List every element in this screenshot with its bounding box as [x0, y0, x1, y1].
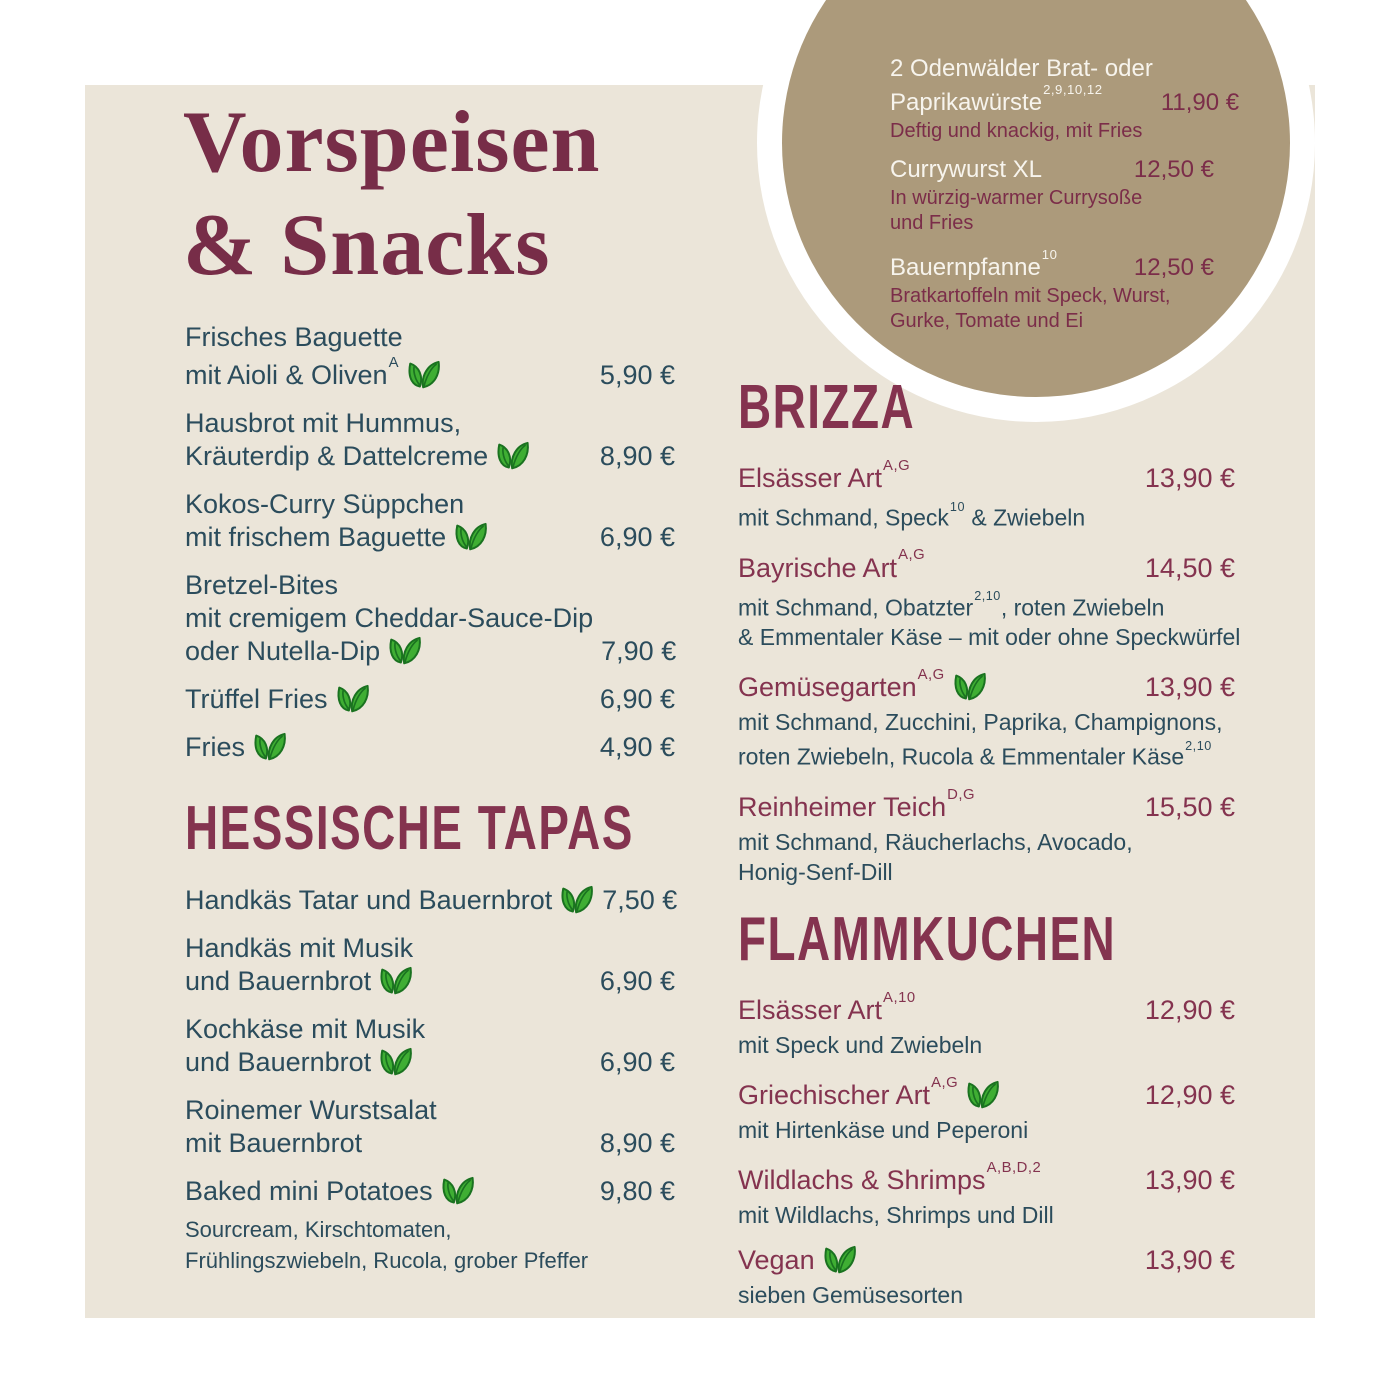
item-name: Roinemer Wurstsalat mit Bauernbrot [185, 1095, 437, 1158]
item-name: Hausbrot mit Hummus, Kräuterdip & Dattelcreme [185, 407, 592, 473]
menu-item [738, 1159, 1235, 1230]
item-name: Vegan [738, 1244, 1137, 1277]
vegetarian-leaf-icon [953, 671, 987, 701]
menu-item [185, 1013, 675, 1079]
item-name: Trüffel Fries [185, 683, 592, 716]
badge-item [890, 248, 1214, 334]
badge-item-price: 12,50 € [1133, 254, 1214, 281]
item-price: 6,90 € [599, 966, 675, 996]
left-column [185, 321, 678, 1291]
item-name: Frisches Baguette mit Aioli & Oliven$^A$ [185, 321, 592, 392]
item-price: 13,90 € [1144, 672, 1235, 703]
badge-item-name: 2 Odenwälder Brat- oder Paprikawürste$^{2,9,10,12}$ [890, 55, 1153, 116]
item-price: 6,90 € [599, 1047, 675, 1077]
item-price: 14,50 € [1144, 552, 1235, 583]
vegetarian-leaf-icon [441, 1175, 475, 1205]
item-name: Handkäs Tatar und Bauernbrot [185, 884, 594, 917]
vegetarian-leaf-icon [379, 1046, 413, 1076]
item-price: 9,80 € [599, 1176, 675, 1206]
item-price: 13,90 € [1144, 463, 1235, 493]
menu-item [738, 457, 1235, 533]
badge-item-desc: In würzig-warmer Currysoße und Fries [890, 187, 1143, 234]
page-title: Vorspeisen & Snacks [183, 94, 601, 294]
menu-item [738, 1074, 1235, 1145]
item-name: Griechischer Art$^{A,G}$ [738, 1074, 1137, 1112]
vegetarian-leaf-icon [336, 683, 370, 713]
item-description: mit Schmand, Obatzter$^{2,10}$, roten Zwiebeln & Emmentaler Käse – mit oder ohne Speckwürfel [738, 589, 1241, 651]
menu-item [185, 1094, 675, 1160]
menu-item [738, 786, 1235, 887]
vegetarian-leaf-icon [966, 1079, 1000, 1109]
item-price: 8,90 € [599, 441, 675, 471]
item-price: 12,90 € [1144, 994, 1235, 1025]
item-price: 5,90 € [599, 360, 675, 390]
menu-item [185, 569, 675, 668]
item-name: Elsässer Art$^{A,10}$ [738, 989, 916, 1025]
item-description: mit Wildlachs, Shrimps und Dill [738, 1201, 1054, 1228]
badge-item-price: 12,50 € [1133, 156, 1214, 183]
item-price: 7,50 € [602, 885, 678, 915]
badge-item-desc: Deftig und knackig, mit Fries [890, 120, 1143, 142]
vegetarian-leaf-icon [454, 521, 488, 551]
menu-item [185, 407, 675, 473]
menu-item [738, 1244, 1235, 1310]
badge-item-name: Currywurst XL [890, 156, 1043, 183]
vegetarian-leaf-icon [560, 884, 594, 914]
item-price: 13,90 € [1144, 1244, 1235, 1275]
section-header-brizza: BRIZZA [738, 373, 916, 442]
item-price: 15,50 € [1144, 791, 1235, 822]
vegetarian-leaf-icon [253, 731, 287, 761]
vegetarian-leaf-icon [496, 440, 530, 470]
item-price: 8,90 € [599, 1128, 675, 1158]
item-price: 12,90 € [1144, 1079, 1235, 1110]
section-header-hessische-tapas: HESSISCHE TAPAS [185, 794, 634, 863]
menu-item [738, 547, 1241, 653]
item-name: Kokos-Curry Süppchen mit frischem Baguette [185, 488, 592, 554]
menu-item [185, 683, 675, 716]
item-price: 13,90 € [1144, 1164, 1235, 1195]
item-name: Baked mini Potatoes [185, 1175, 592, 1208]
menu-item [185, 884, 678, 917]
item-description: mit Speck und Zwiebeln [738, 1031, 983, 1058]
item-name: Gemüsegarten$^{A,G}$ [738, 666, 1137, 704]
menu-item [185, 1175, 675, 1276]
menu-item [738, 989, 1235, 1060]
badge-item [890, 156, 1214, 236]
badge-item-price: 11,90 € [1160, 89, 1240, 116]
item-name: Bretzel-Bites mit cremigem Cheddar-Sauce-Dip oder Nutella-Dip [185, 570, 594, 666]
item-description: mit Hirtenkäse und Peperoni [738, 1116, 1029, 1143]
menu-item [738, 666, 1235, 772]
specials-list [890, 55, 1240, 346]
section-header-flammkuchen: FLAMMKUCHEN [738, 904, 1117, 974]
vegetarian-leaf-icon [388, 635, 422, 665]
right-column [738, 373, 1241, 1324]
item-name: Wildlachs & Shrimps$^{A,B,D,2}$ [738, 1159, 1042, 1195]
vegetarian-leaf-icon [407, 359, 441, 389]
item-name: Fries [185, 731, 592, 764]
item-price: 6,90 € [599, 684, 675, 714]
badge-item [890, 55, 1240, 144]
menu-panel [85, 55, 1315, 1318]
item-name: Bayrische Art$^{A,G}$ [738, 547, 926, 583]
menu-item [185, 731, 675, 764]
item-name: Elsässer Art$^{A,G}$ [738, 457, 911, 493]
item-name: Kochkäse mit Musik und Bauernbrot [185, 1014, 426, 1077]
item-price: 7,90 € [601, 636, 677, 666]
item-price: 6,90 € [599, 522, 675, 552]
item-description: mit Schmand, Speck$^{10}$ & Zwiebeln [738, 499, 1086, 531]
menu-item [185, 932, 675, 998]
vegetarian-leaf-icon [823, 1244, 857, 1274]
menu-item [185, 321, 675, 392]
item-price: 4,90 € [599, 732, 675, 762]
item-description: mit Schmand, Zucchini, Paprika, Champignons, roten Zwiebeln, Rucola & Emmentaler Käse$^{2,10}$ [738, 709, 1223, 770]
badge-item-desc: Bratkartoffeln mit Speck, Wurst, Gurke, Tomate und Ei [890, 285, 1171, 332]
item-description: mit Schmand, Räucherlachs, Avocado, Honig-Senf-Dill [738, 828, 1133, 885]
item-name: Handkäs mit Musik und Bauernbrot [185, 933, 414, 996]
menu-item [185, 488, 675, 554]
vegetarian-leaf-icon [379, 965, 413, 995]
item-name: Reinheimer Teich$^{D,G}$ [738, 786, 975, 822]
item-description: sieben Gemüsesorten [738, 1281, 964, 1308]
item-description: Sourcream, Kirschtomaten, Frühlingszwiebeln, Rucola, grober Pfeffer [185, 1217, 589, 1273]
badge-item-name: Bauernpfanne$^{10}$ [890, 247, 1058, 281]
